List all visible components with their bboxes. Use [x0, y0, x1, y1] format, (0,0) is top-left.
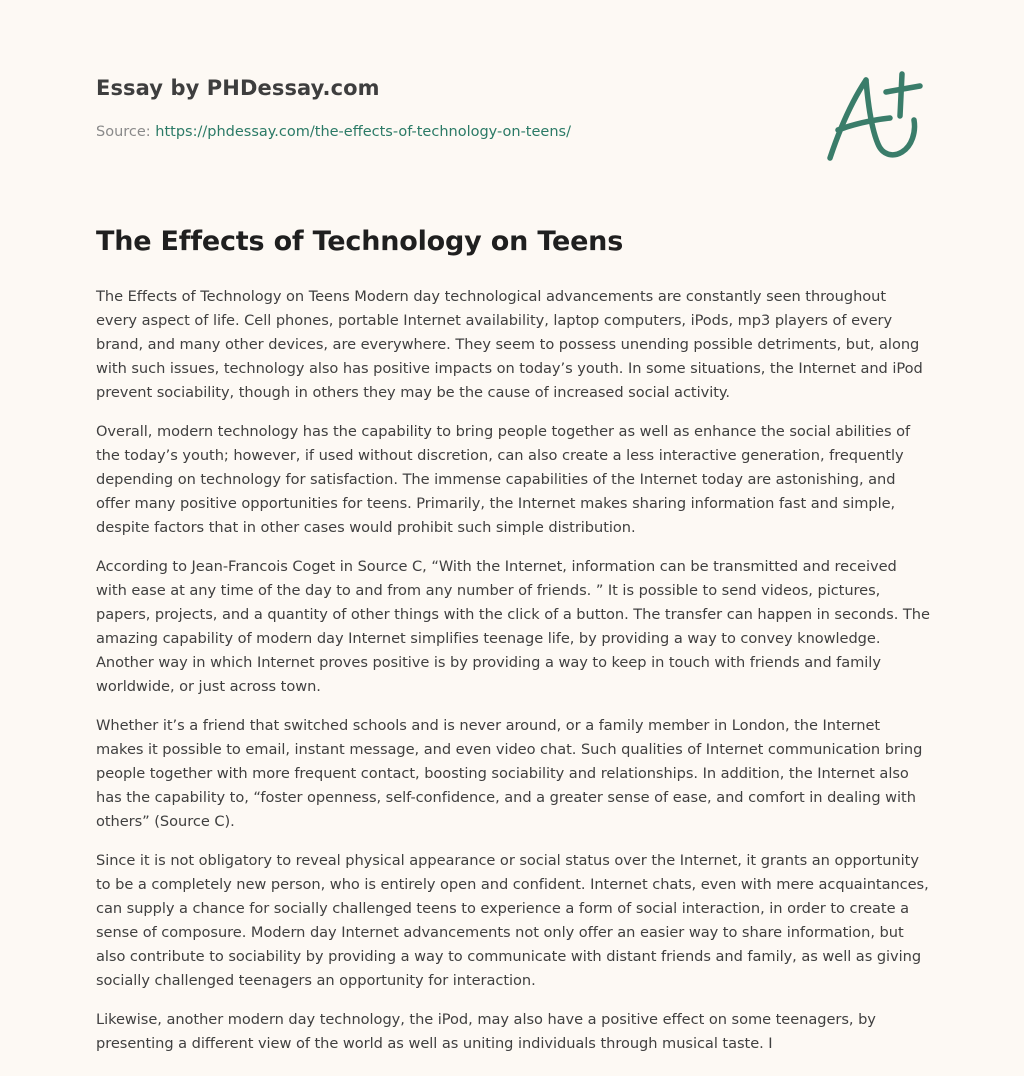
essay-body	[96, 285, 930, 1071]
paragraph: The Effects of Technology on Teens Modern day technological advancements are constantly seen throughout every aspect of life. Cell phones, portable Internet availability, laptop computers, iPods, mp3 players of every brand, and many other devices, are everywhere. They seem to possess unending possible detriments, but, along with such issues, technology also has positive impacts on today’s youth. In some situations, the Internet and iPod prevent sociability, though in others they may be the cause of increased social activity.	[96, 288, 923, 401]
paragraph: Overall, modern technology has the capability to bring people together as well as enhance the social abilities of the today’s youth; however, if used without discretion, can also create a less interactive generation, frequently depending on technology for satisfaction. The immense capabilities of the Internet today are astonishing, and offer many positive opportunities for teens. Primarily, the Internet makes sharing information fast and simple, despite factors that in other cases would prohibit such simple distribution.	[96, 423, 911, 536]
source-link[interactable]: https://phdessay.com/the-effects-of-technology-on-teens/	[155, 124, 571, 140]
essay-title: The Effects of Technology on Teens	[96, 226, 624, 257]
source-line	[96, 124, 571, 140]
paragraph: Likewise, another modern day technology, the iPod, may also have a positive effect on some teenagers, by presenting a different view of the world as well as uniting individuals through musical taste. I	[96, 1011, 876, 1052]
source-label: Source:	[96, 124, 151, 140]
paragraph: According to Jean-Francois Coget in Source C, “With the Internet, information can be transmitted and received with ease at any time of the day to and from any number of friends. ” It is possible to send videos, pictures, papers, projects, and a quantity of other things with the click of a button. The transfer can happen in seconds. The amazing capability of modern day Internet simplifies teenage life, by providing a way to convey knowledge. Another way in which Internet proves positive is by providing a way to keep in touch with friends and family worldwide, or just across town.	[96, 558, 930, 695]
site-brand: Essay by PHDessay.com	[96, 76, 380, 100]
paragraph: Whether it’s a friend that switched schools and is never around, or a family member in London, the Internet makes it possible to email, instant message, and even video chat. Such qualities of Internet communication bring people together with more frequent contact, boosting sociability and relationships. In addition, the Internet also has the capability to, “foster openness, self-confidence, and a greater sense of ease, and comfort in dealing with others” (Source C).	[96, 717, 923, 830]
paragraph: Since it is not obligatory to reveal physical appearance or social status over the Internet, it grants an opportunity to be a completely new person, who is entirely open and confident. Internet chats, even with mere acquaintances, can supply a chance for socially challenged teens to experience a form of social interaction, in order to create a sense of composure. Modern day Internet advancements not only offer an easier way to share information, but also contribute to sociability by providing a way to communicate with distant friends and family, as well as giving socially challenged teenagers an opportunity for interaction.	[96, 852, 929, 989]
a-plus-grade-icon	[820, 64, 932, 168]
